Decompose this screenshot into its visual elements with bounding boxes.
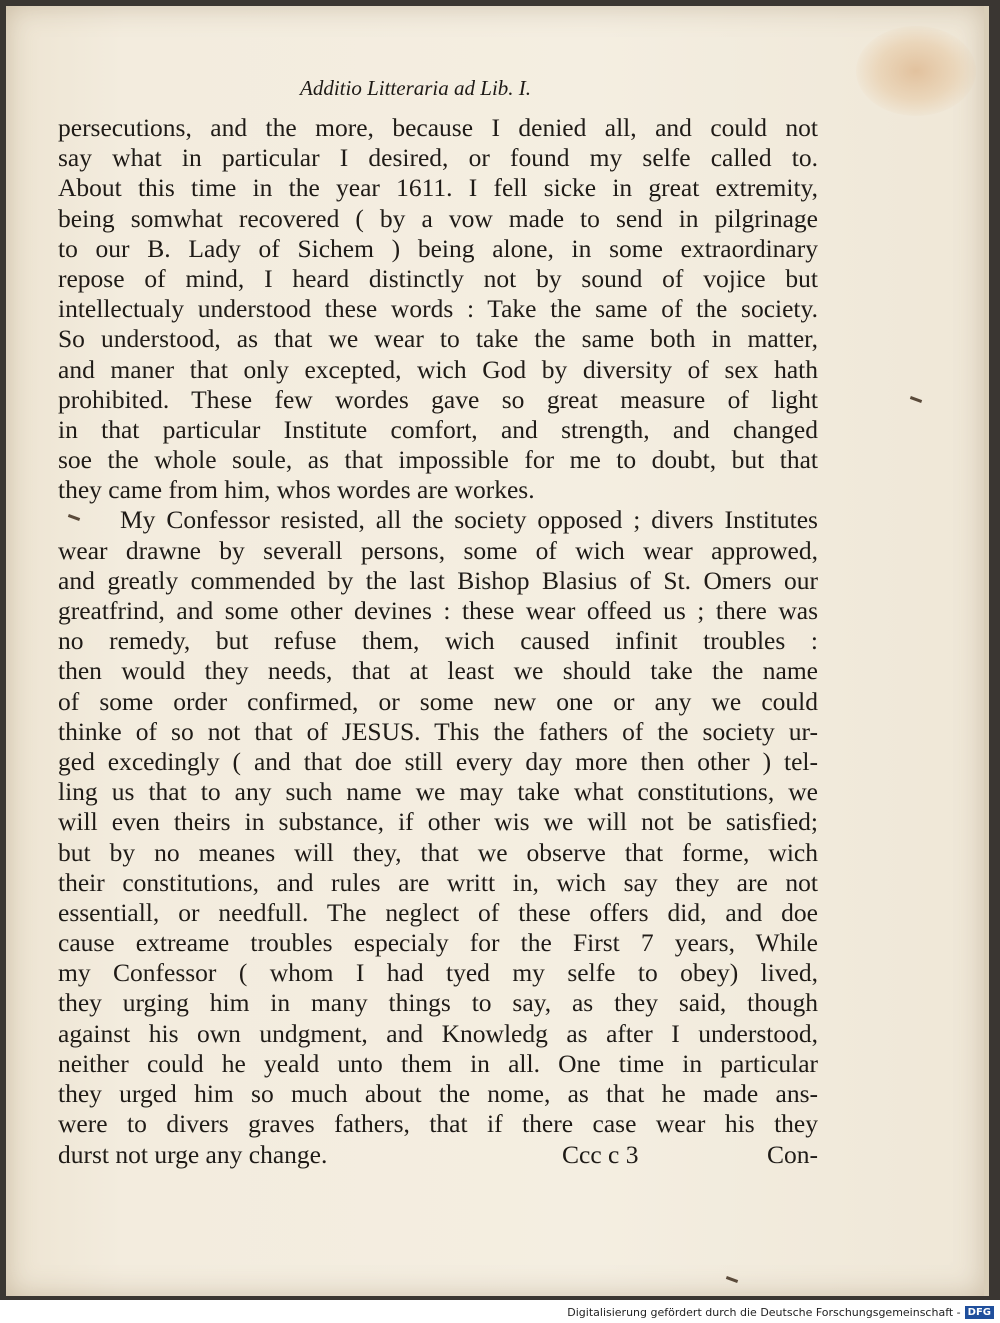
text-line: they urged him so much about the nome, as that he made ans- — [58, 1079, 818, 1108]
body-text — [58, 113, 818, 1139]
text-line: but by no meanes will they, that we observe that forme, wich — [58, 837, 818, 867]
text-line: then would they needs, that at least we should take the name — [58, 656, 818, 686]
text-line: greatfrind, and some other devines : these wear offeed us ; there was — [58, 596, 818, 625]
text-line: no remedy, but refuse them, wich caused infinit troubles : — [58, 626, 818, 656]
text-line: they urging him in many things to say, as they said, though — [58, 988, 818, 1018]
text-line: ling us that to any such name we may take what constitutions, we — [58, 777, 818, 807]
text-line: So understood, as that we wear to take the same both in matter, — [58, 324, 818, 354]
text-line: intellectualy understood these words : Take the same of the society. — [58, 294, 818, 324]
text-line: and maner that only excepted, wich God by diversity of sex hath — [58, 354, 818, 384]
credit-text: Digitalisierung gefördert durch die Deutsche Forschungsgemeinschaft - — [567, 1305, 961, 1319]
text-line: prohibited. These few wordes gave so great measure of light — [58, 384, 818, 414]
text-line: in that particular Institute comfort, and strength, and changed — [58, 414, 818, 444]
text-line: persecutions, and the more, because I denied all, and could not — [58, 113, 818, 142]
text-line: repose of mind, I heard distinctly not by sound of vojice but — [58, 263, 818, 293]
text-line: of some order confirmed, or some new one or any we could — [58, 686, 818, 716]
text-line: About this time in the year 1611. I fell sicke in great extremity, — [58, 173, 818, 203]
text-line: essentiall, or needfull. The neglect of these offers did, and doe — [58, 897, 818, 927]
text-line: cause extreame troubles especialy for the First 7 years, While — [58, 928, 818, 958]
text-line: and greatly commended by the last Bishop Blasius of St. Omers our — [58, 565, 818, 595]
text-line: to our B. Lady of Sichem ) being alone, in some extraordinary — [58, 233, 818, 263]
signature-mark: Ccc c 3 — [562, 1140, 639, 1169]
text-line: my Confessor ( whom I had tyed my selfe to obey) lived, — [58, 958, 818, 988]
text-line: they came from him, whos wordes are workes. — [58, 475, 535, 505]
digitization-credit — [567, 1305, 994, 1319]
text-line: were to divers graves fathers, that if there case wear his they — [58, 1109, 818, 1139]
text-line: wear drawne by severall persons, some of wich wear approwed, — [58, 535, 818, 565]
text-line: their constitutions, and rules are writt in, wich say they are not — [58, 867, 818, 897]
last-text-line: durst not urge any change. — [58, 1140, 328, 1169]
text-line: My Confessor resisted, all the society opposed ; divers Institutes — [120, 505, 818, 535]
running-header: Additio Litteraria ad Lib. I. — [300, 76, 532, 100]
text-line: neither could he yeald unto them in all. One time in particular — [58, 1048, 818, 1078]
paper-stain — [856, 26, 976, 116]
dfg-logo: DFG — [965, 1306, 994, 1319]
text-line: ged excedingly ( and that doe still every day more then other ) tel- — [58, 746, 818, 776]
text-line: being somwhat recovered ( by a vow made to send in pilgrinage — [58, 203, 818, 233]
text-line: soe the whole soule, as that impossible for me to doubt, but that — [58, 445, 818, 475]
text-line: will even theirs in substance, if other wis we will not be satisfied; — [58, 807, 818, 837]
final-line — [58, 1140, 818, 1172]
text-line: say what in particular I desired, or found my selfe called to. — [58, 143, 818, 173]
catchword: Con- — [767, 1140, 818, 1169]
text-line: against his own undgment, and Knowledg as after I understood, — [58, 1018, 818, 1048]
text-line: thinke of so not that of JESUS. This the fathers of the society ur- — [58, 716, 818, 746]
